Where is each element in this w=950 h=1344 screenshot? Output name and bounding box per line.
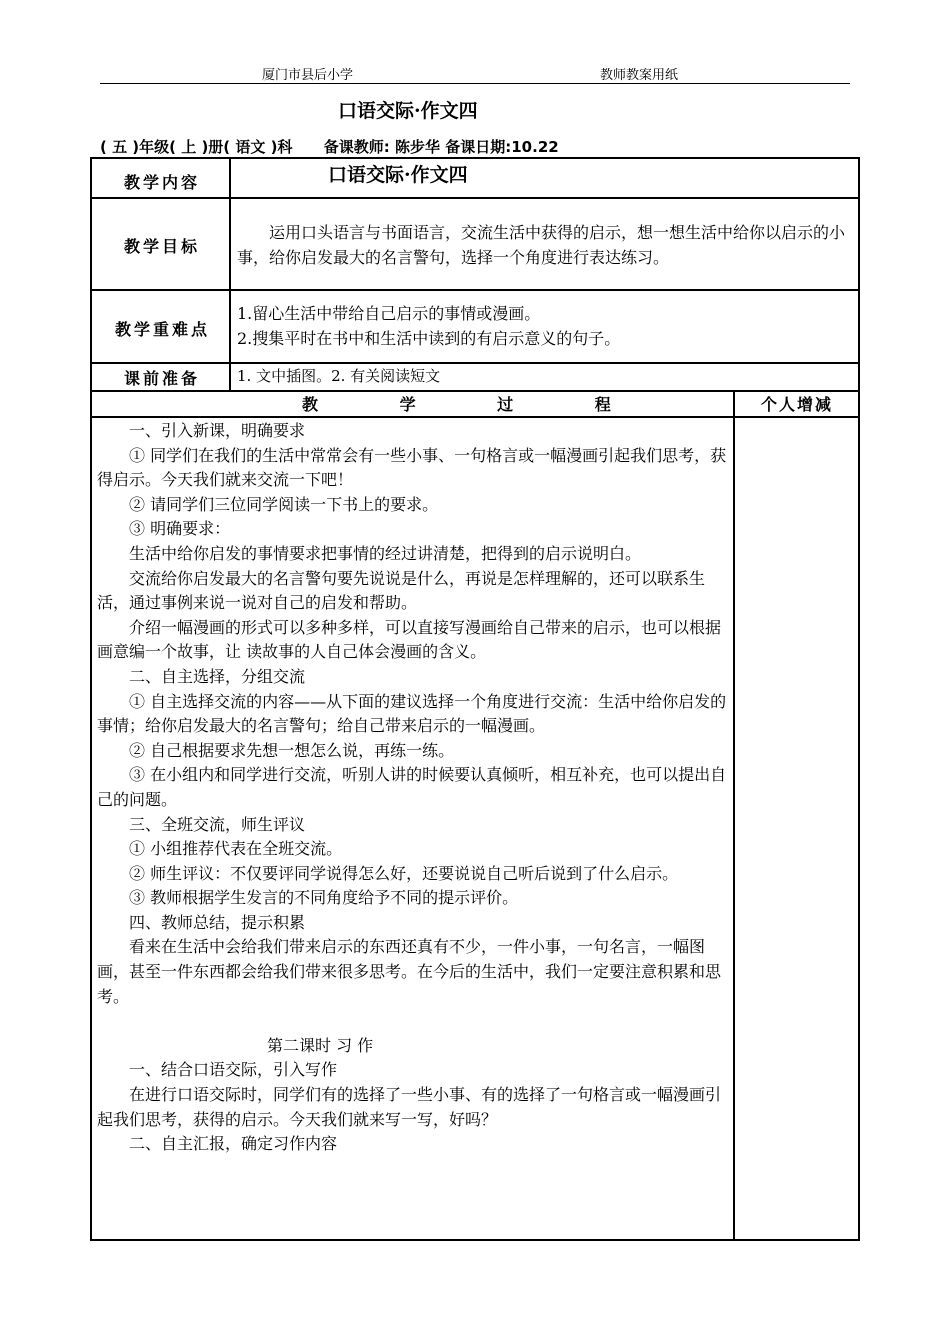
key-point-1: 1.留心生活中带给自己启示的事情或漫画。 — [237, 304, 541, 323]
blank-line — [97, 1009, 731, 1034]
row-divider-2 — [90, 289, 860, 291]
process-step: 一、引入新课，明确要求 — [129, 421, 306, 440]
process-step: ① 小组推荐代表在全班交流。 — [129, 839, 343, 859]
process-step: 在进行口语交际时，同学们有的选择了一些小事、有的选择了一句格言或一幅漫画引起我们思考，获得的启示。今天我们就来写一写，好吗？ — [97, 1085, 722, 1129]
row-divider-1 — [90, 197, 860, 199]
content-value: 口语交际·作文四 — [328, 164, 468, 186]
process-step: 二、自主选择，分组交流 — [129, 666, 306, 686]
page-title: 口语交际·作文四 — [338, 100, 478, 122]
school-name: 厦门市县后小学 — [262, 68, 354, 83]
prep-label: 课前准备 — [124, 369, 201, 388]
course-info: ( 五 )年级( 上 )册( 语文 )科 备课教师: 陈步华 备课日期:10.22 — [100, 138, 559, 156]
process-step: ③ 教师根据学生发言的不同角度给予不同的提示评价。 — [129, 888, 519, 908]
key-points-label: 教学重难点 — [115, 320, 211, 339]
process-step: 一、结合口语交际，引入写作 — [129, 1060, 338, 1080]
process-step: 三、全班交流，师生评议 — [129, 814, 306, 834]
personal-adjust-label: 个人增减 — [761, 395, 834, 414]
second-lesson-title: 第二课时 习 作 — [267, 1035, 374, 1055]
process-step: 看来在生活中会给我们带来启示的东西还真有不少，一件小事，一句名言，一幅图画，甚至一件东西都会给我们带来很多思考。在今后的生活中，我们一定要注意积累和思考。 — [97, 937, 722, 1006]
prep-text: 1. 文中插图。2. 有关阅读短文 — [237, 367, 441, 385]
process-step: ③ 在小组内和同学进行交流，听别人讲的时候要认真倾听，相互补充，也可以提出自己的问题。 — [97, 765, 727, 809]
process-step: ① 自主选择交流的内容——从下面的建议选择一个角度进行交流：生活中给你启发的事情；给你启发最大的名言警句；给自己带来启示的一幅漫画。 — [97, 691, 727, 736]
process-step: 四、教师总结，提示积累 — [129, 912, 306, 932]
personal-column-divider — [733, 390, 735, 1241]
row-divider-3 — [90, 362, 860, 364]
key-point-2: 2.搜集平时在书中和生活中读到的有启示意义的句子。 — [237, 329, 621, 348]
content-label: 教学内容 — [124, 173, 201, 192]
goal-label: 教学目标 — [124, 237, 201, 256]
label-column-divider — [229, 157, 231, 390]
process-step: 介绍一幅漫画的形式可以多种多样，可以直接写漫画给自己带来的启示，也可以根据画意编一个故事，让 读故事的人自己体会漫画的含义。 — [97, 617, 722, 662]
process-step: ③ 明确要求： — [129, 519, 231, 539]
row-divider-5 — [90, 416, 860, 418]
process-step: 二、自主汇报，确定习作内容 — [129, 1134, 338, 1154]
process-step: ② 自己根据要求先想一想怎么说，再练一练。 — [129, 740, 455, 760]
header-divider — [100, 83, 850, 84]
process-label: 教 学 过 程 — [302, 395, 629, 414]
process-step: 生活中给你启发的事情要求把事情的经过讲清楚，把得到的启示说明白。 — [129, 543, 642, 563]
process-step: ① 同学们在我们的生活中常常会有一些小事、一句格言或一幅漫画引起我们思考，获得启示。今天我们就来交流一下吧！ — [97, 445, 727, 490]
process-step: 交流给你启发最大的名言警句要先说说是什么，再说是怎样理解的，还可以联系生活，通过事例来说一说对自己的启发和帮助。 — [97, 568, 706, 613]
process-step: ② 请同学们三位同学阅读一下书上的要求。 — [129, 494, 439, 514]
paper-type: 教师教案用纸 — [600, 68, 679, 83]
goal-text: 运用口头语言与书面语言，交流生活中获得的启示，想一想生活中给你以启示的小事，给你启发最大的名言警句，选择一个角度进行表达练习。 — [237, 223, 846, 267]
teaching-process — [97, 419, 731, 1157]
process-step: ② 师生评议：不仅要评同学说得怎么好，还要说说自己听后说到了什么启示。 — [129, 863, 679, 883]
